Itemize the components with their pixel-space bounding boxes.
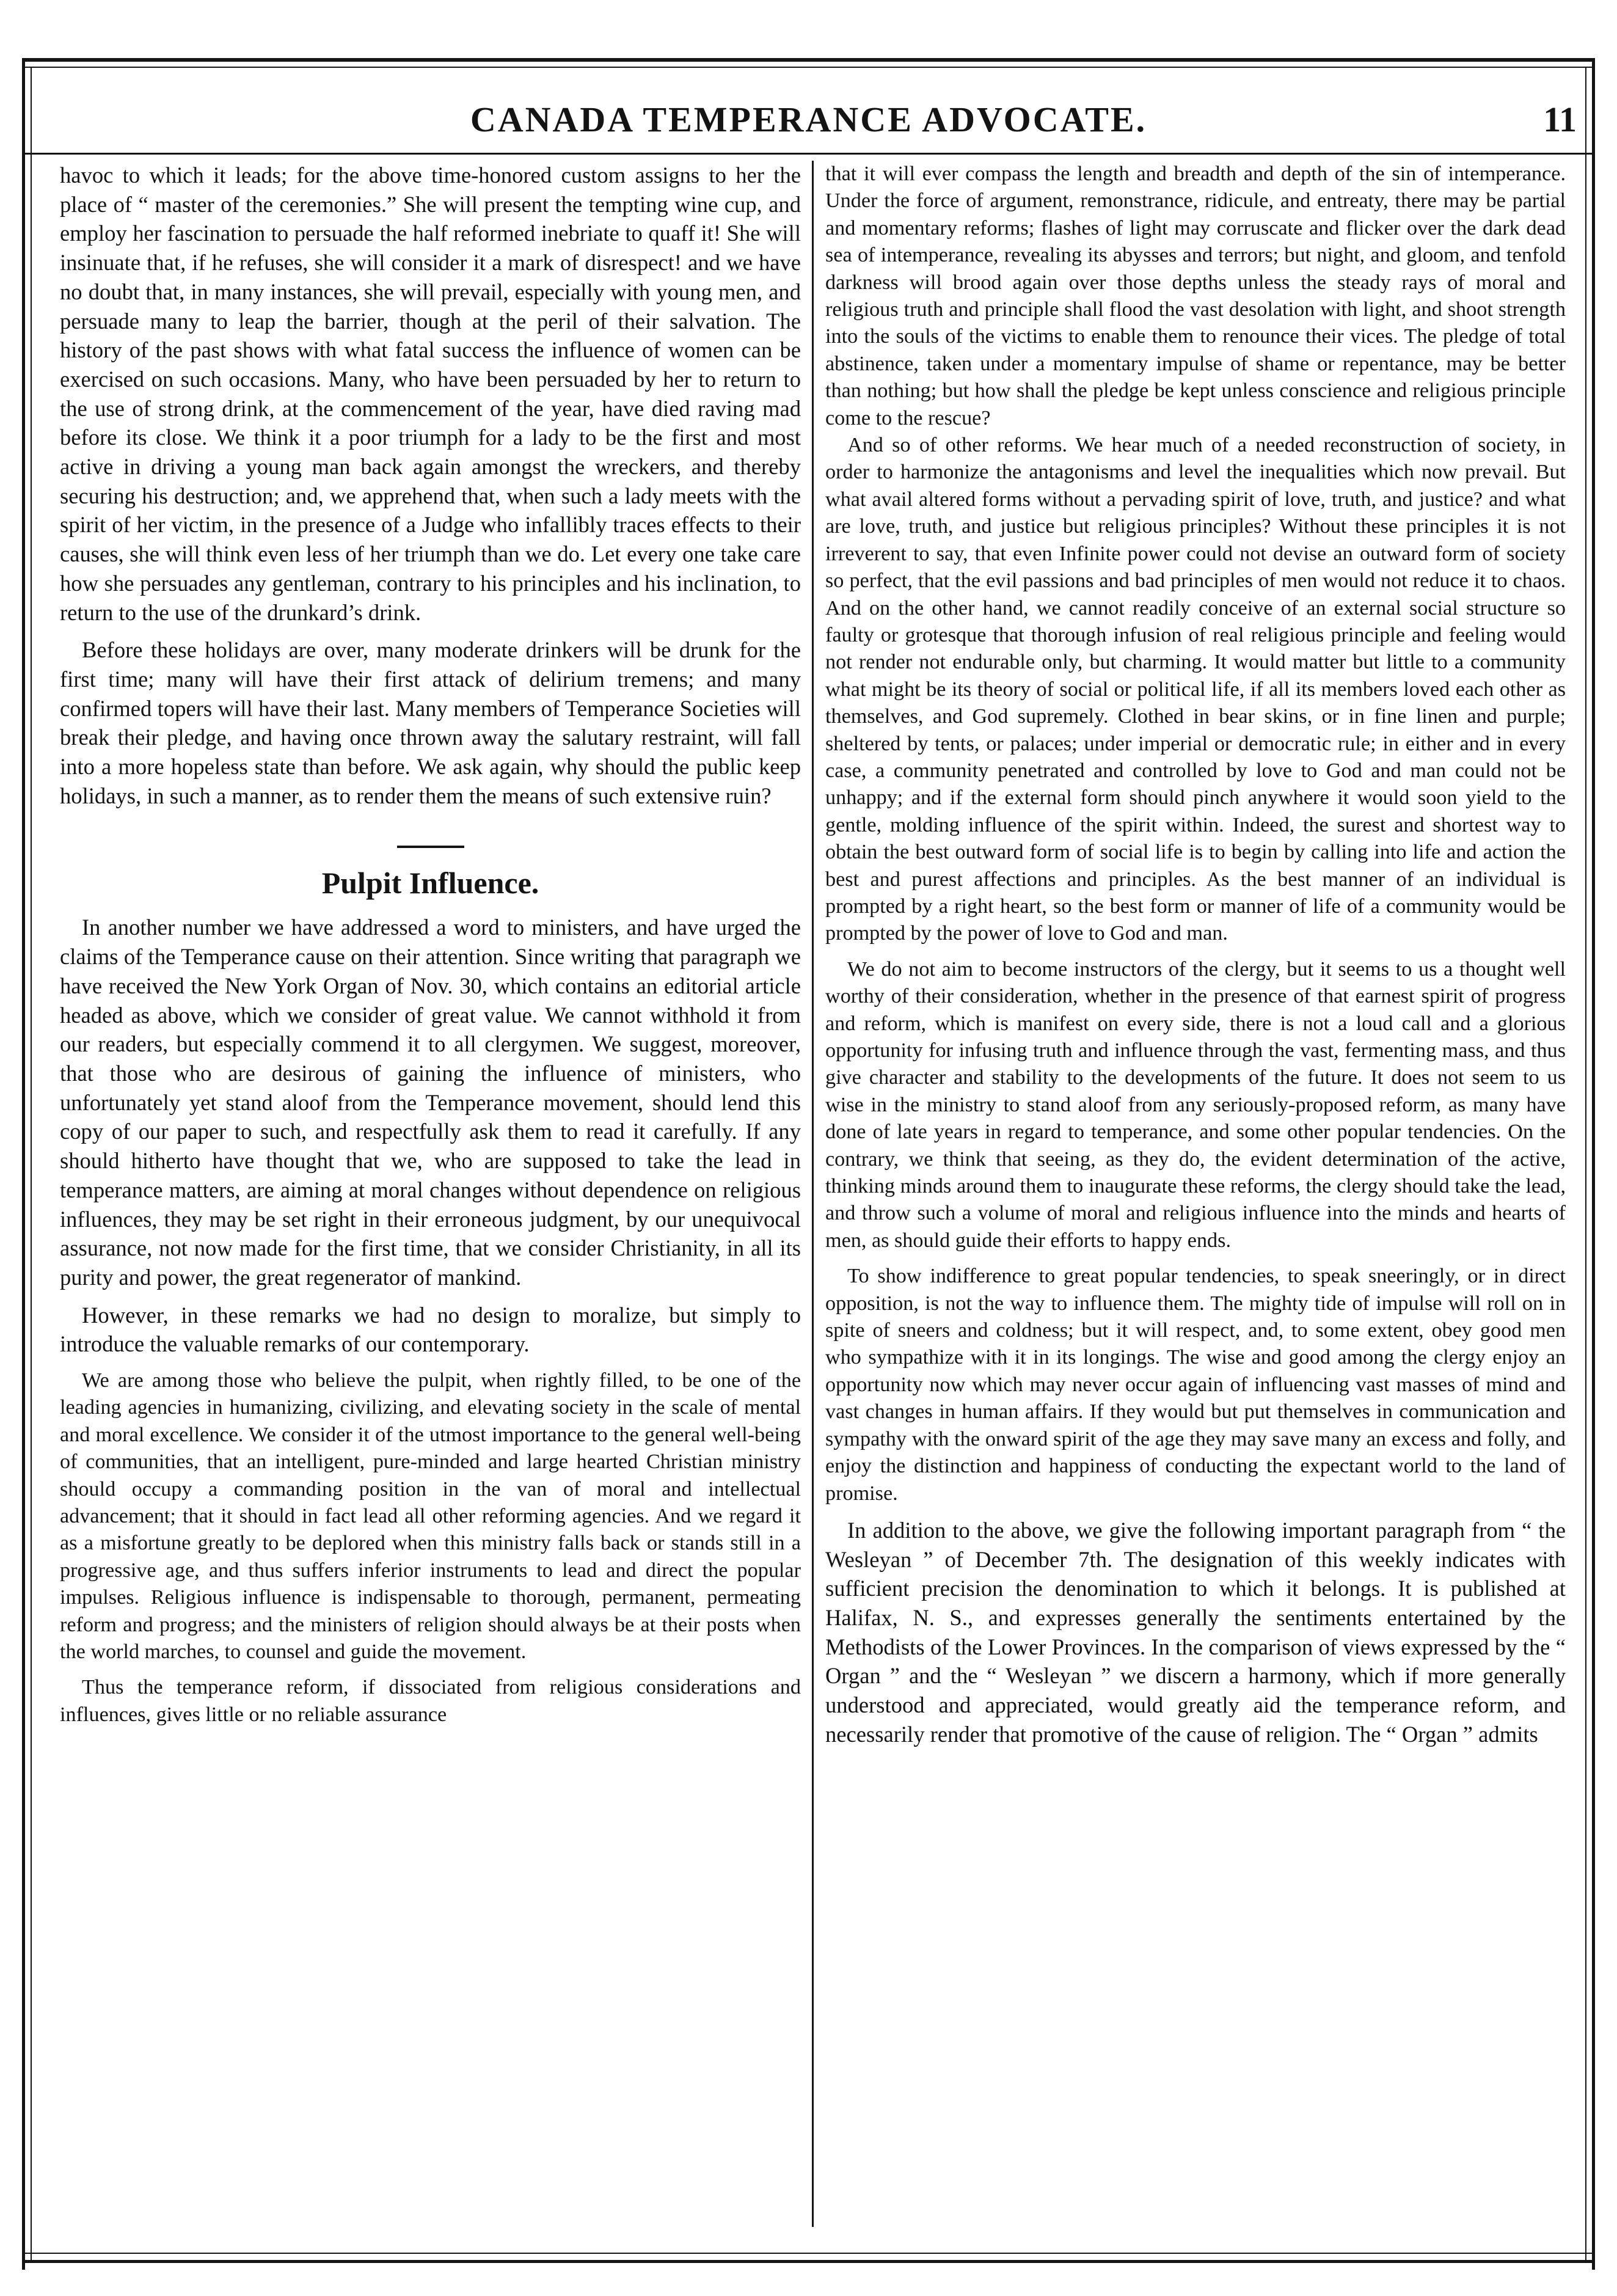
bottom-border-rule-inner	[22, 2253, 1595, 2254]
masthead-rule	[22, 153, 1595, 155]
paragraph: And so of other reforms. We hear much of a needed reconstruction of society, in order to harmonize the antagonisms and level the inequalities which now prevail. But what avail altered forms without a pervading spirit of love, truth, and justice? and what are love, truth, and justice but religious principles? Without these principles it is not irreverent to say, that even Infinite power could not devise an outward form of society so perfect, that the evil passions and bad principles of men would not reduce it to chaos. And on the other hand, we cannot readily conceive of an external social structure so faulty or grotesque that thorough infusion of real religious principle and feeling would not render not endurable only, but charming. It would matter but little to a community what might be its theory of social or political life, if all its members loved each other as themselves, and God supremely. Clothed in bear skins, or in fine linen and purple; sheltered by tents, or palaces; under imperial or democratic rule; in either and in every case, a community penetrated and controlled by love to God and man could not be unhappy; and if the external form should pinch anywhere it would soon yield to the gentle, molding influence of the spirit within. Indeed, the surest and shortest way to obtain the best outward form of social life is to begin by calling into life and action the best and purest affections and principles. As the best manner of an individual is prompted by a right heart, so the best form or manner of life of a community would be prompted by the power of love to God and man.	[825, 434, 1566, 945]
left-border-rule	[22, 58, 25, 2270]
right-border-rule-inner	[1585, 67, 1586, 2260]
masthead	[22, 86, 1595, 153]
column-divider	[812, 161, 814, 2227]
article-heading: Pulpit Influence.	[321, 866, 539, 901]
right-column	[825, 161, 1566, 2227]
page-number: 11	[1543, 99, 1577, 139]
bottom-border-rule	[22, 2260, 1595, 2263]
paragraph: To show indifference to great popular tendencies, to speak sneeringly, or in direct opposition, is not the way to influence them. The mighty tide of impulse will roll on in spite of sneers and coldness; but it will respect, and, to some extent, obey good men who sympathize with it in its longings. The wise and good among the clergy enjoy an opportunity now which may never occur again of influencing vast masses of mind and vast changes in human affairs. If they would but put themselves in communication and sympathy with the onward spirit of the age they may save many an excess and folly, and enjoy the distinction and happiness of conducting the expectant world to the land of promise.	[825, 1265, 1566, 1505]
publication-title: CANADA TEMPERANCE ADVOCATE.	[470, 99, 1147, 139]
paragraph: In another number we have addressed a word to ministers, and have urged the claims of the Temperance cause on their attention. Since writing that paragraph we have received the New York Organ of Nov. 30, which contains an editorial article headed as above, which we consider of great value. We cannot withhold it from our readers, but especially commend it to all clergymen. We suggest, moreover, that those who are desirous of gaining the influence of ministers, who unfortunately yet stand aloof from the Temperance movement, should lend this copy of our paper to such, and respectfully ask them to read it carefully. If any should hitherto have thought that we, who are supposed to take the lead in temperance matters, are aiming at moral changes without dependence on religious influences, they may be set right in their erroneous judgment, by our unequivocal assurance, not now made for the first time, that we consider Christianity, in all its purity and power, the great regenerator of mankind.	[60, 915, 801, 1290]
paragraph: We do not aim to become instructors of the clergy, but it seems to us a thought well worthy of their consideration, whether in the presence of that earnest spirit of progress and reform, which is manifest on every side, there is not a loud call and a glorious opportunity for infusing truth and influence through the vast, fermenting mass, and thus give character and stability to the developments of the future. It does not seem to us wise in the ministry to stand aloof from any seriously-proposed reform, as many have done of late years in regard to temperance, and some other popular tendencies. On the contrary, we think that seeing, as they do, the evident determination of the active, thinking minds around them to inaugurate these reforms, the clergy should take the lead, and throw such a volume of moral and religious influence into the minds and hearts of men, as should guide their efforts to happy ends.	[825, 957, 1566, 1252]
paragraph: havoc to which it leads; for the above time-honored custom assigns to her the place of “ master of the ceremonies.” She will present the tempting wine cup, and employ her fascination to persuade the half reformed inebriate to quaff it! She will insinuate that, if he refuses, she will consider it a mark of disrespect! and we have no doubt that, in many instances, she will prevail, especially with young men, and persuade many to leap the barrier, though at the peril of their salvation. The history of the past shows with what fatal success the influence of women can be exercised on such occasions. Many, who have been persuaded by her to return to the use of strong drink, at the commencement of the year, have died raving mad before its close. We think it a poor triumph for a lady to be the first and most active in driving a young man back again amongst the wreckers, and thereby securing his destruction; and, we apprehend that, when such a lady meets with the spirit of her victim, in the presence of a Judge who infallibly traces effects to their causes, she will think even less of her triumph than we do. Let every one take care how she persuades any gentleman, contrary to his principles and his inclination, to return to the use of the drunkard’s drink.	[60, 163, 801, 625]
top-border-rule-inner	[22, 67, 1595, 68]
paragraph: We are among those who believe the pulpit, when rightly filled, to be one of the leading agencies in humanizing, civilizing, and elevating society in the scale of mental and moral excellence. We consider it of the utmost importance to the general well-being of communities, that an intelligent, pure-minded and large hearted Christian ministry should occupy a commanding position in the van of moral and intellectual advancement; that it should in fact lead all other reforming agencies. And we regard it as a misfortune greatly to be deplored when this ministry falls back or stands still in a progressive age, and thus suffers inferior instruments to lead and direct the popular impulses. Religious influence is indispensable to thorough, permanent, permeating reform and progress; and the ministers of religion should always be at their posts when the world marches, to counsel and guide the movement.	[60, 1369, 801, 1664]
section-divider	[397, 846, 464, 848]
newspaper-page	[22, 58, 1595, 2270]
left-column	[60, 161, 801, 2227]
paragraph: In addition to the above, we give the following important paragraph from “ the Wesleyan ” of December 7th. The designation of this weekly indicates with sufficient precision the denomination to which it belongs. It is published at Halifax, N. S., and expresses generally the sentiments entertained by the Methodists of the Lower Provinces. In the comparison of views expressed by the “ Organ ” and the “ Wesleyan ” we discern a harmony, which if more generally understood and appreciated, would greatly aid the temperance reform, and necessarily render that promotive of the cause of religion. The “ Organ ” admits	[825, 1517, 1566, 1747]
paragraph: However, in these remarks we had no design to moralize, but simply to introduce the valuable remarks of our contemporary.	[60, 1302, 801, 1357]
paragraph: that it will ever compass the length and breadth and depth of the sin of intemperance. Under the force of argument, remonstrance, ridicule, and entreaty, there may be partial and momentary reforms; flashes of light may corruscate and flicker over the dark dead sea of intemperance, revealing its abysses and terrors; but night, and gloom, and tenfold darkness will brood again over those depths unless the steady rays of moral and religious truth and principle shall flood the vast desolation with light, and shoot strength into the souls of the victims to enable them to renounce their vices. The pledge of total abstinence, taken under a momentary impulse of shame or repentance, may be better than nothing; but how shall the pledge be kept unless conscience and religious principle come to the rescue?	[825, 163, 1566, 430]
top-border-rule	[22, 58, 1595, 62]
paragraph: Before these holidays are over, many moderate drinkers will be drunk for the first time; many will have their first attack of delirium tremens; and many confirmed topers will have their last. Many members of Temperance Societies will break their pledge, and having once thrown away the salutary restraint, will fall into a more hopeless state than before. We ask again, why should the public keep holidays, in such a manner, as to render them the means of such extensive ruin?	[60, 637, 801, 808]
left-border-rule-inner	[31, 67, 32, 2260]
right-border-rule	[1592, 58, 1595, 2270]
paragraph: Thus the temperance reform, if dissociated from religious considerations and influences, gives little or no reliable assurance	[60, 1676, 801, 1726]
